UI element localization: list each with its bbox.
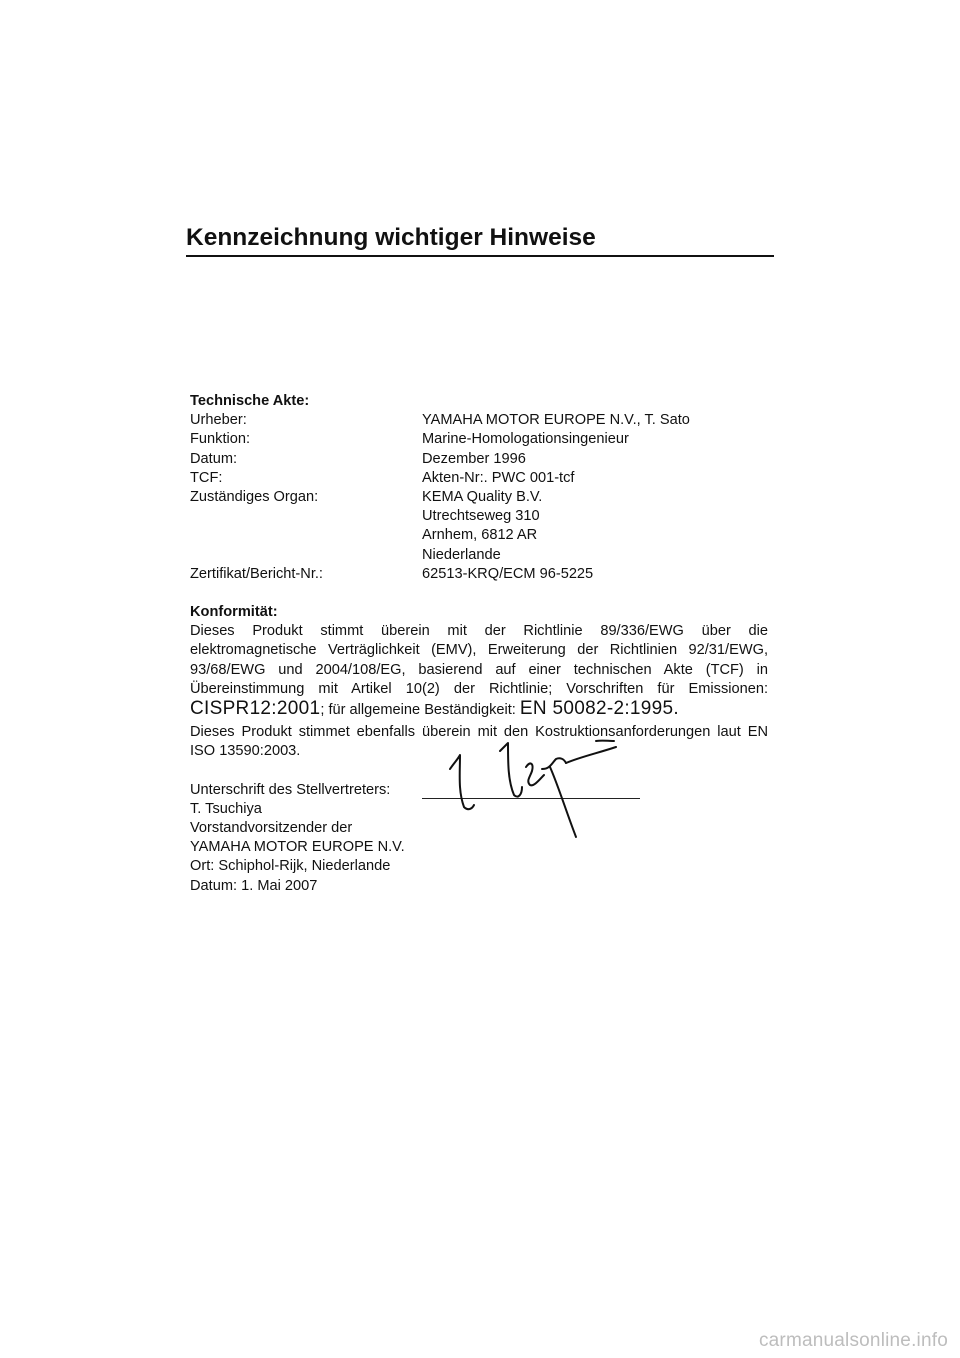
row-label: Datum:	[190, 450, 238, 467]
standard-cispr: CISPR12:2001	[190, 698, 321, 720]
row-label	[190, 507, 422, 526]
page-title: Kennzeichnung wichtiger Hinweise	[186, 224, 596, 251]
row-label: Zertifikat/Bericht-Nr.:	[190, 565, 323, 582]
row-value: 62513-KRQ/ECM 96-5225	[422, 565, 594, 582]
signature-date: Datum: 1. Mai 2007	[190, 877, 318, 894]
signature-row	[190, 781, 768, 800]
conformity-paragraph-2: Dieses Produkt stimmet ebenfalls überein mit den Kostruktionsanforderungen laut EN ISO 13590:2003.	[190, 724, 768, 760]
row-label	[190, 526, 422, 545]
conformity-text-b: ; für allgemeine Beständigkeit:	[320, 702, 520, 719]
row-value: Arnhem, 6812 AR	[422, 527, 538, 544]
row-value: YAMAHA MOTOR EUROPE N.V., T. Sato	[422, 412, 690, 429]
technical-file-row	[190, 488, 768, 507]
row-value: Utrechtseweg 310	[422, 508, 540, 525]
technical-file-row	[190, 526, 768, 545]
spacer	[190, 584, 768, 603]
row-value: Niederlande	[422, 546, 501, 563]
technical-file-row	[190, 450, 768, 469]
row-value: Akten-Nr:. PWC 001-tcf	[422, 469, 575, 486]
row-label	[190, 546, 422, 565]
watermark-link[interactable]: carmanualsonline.info	[758, 1330, 948, 1351]
technical-file-table	[190, 411, 768, 584]
row-value: KEMA Quality B.V.	[422, 489, 543, 506]
technical-file-row	[190, 546, 768, 565]
row-label: Funktion:	[190, 431, 251, 448]
signatory-position: Vorstandvorsitzender der	[190, 820, 353, 837]
signature-place: Ort: Schiphol-Rijk, Niederlande	[190, 858, 391, 875]
conformity-text-a: Dieses Produkt stimmt überein mit der Richtlinie 89/336/EWG über die elektromagnetische Verträglichkeit (EMV), Erweiterung der Richtlinien 92/31/EWG, 93/68/EWG und 2004/108/EG, basierend auf einer technischen Akte (TCF) in Übereinstimmung mit Artikel 10(2) der Richtlinie; Vorschriften für Emissionen:	[190, 623, 768, 697]
technical-file-row	[190, 411, 768, 430]
signature-block	[190, 781, 768, 896]
signatory-name: T. Tsuchiya	[190, 800, 262, 817]
document-content	[190, 392, 768, 896]
signatory-company: YAMAHA MOTOR EUROPE N.V.	[190, 839, 405, 856]
technical-file-heading: Technische Akte:	[190, 393, 310, 409]
standard-en: EN 50082-2:1995.	[519, 698, 679, 720]
technical-file-row	[190, 430, 768, 449]
row-value: Dezember 1996	[422, 450, 526, 467]
row-label: Zuständiges Organ:	[190, 489, 319, 506]
row-label: Urheber:	[190, 412, 247, 429]
technical-file-row	[190, 507, 768, 526]
row-value: Marine-Homologationsingenieur	[422, 431, 629, 448]
page-header	[186, 224, 774, 257]
conformity-heading: Konformität:	[190, 604, 278, 621]
conformity-paragraph	[190, 622, 768, 720]
technical-file-row	[190, 469, 768, 488]
signature-label: Unterschrift des Stellvertreters:	[190, 781, 391, 798]
handwritten-signature	[430, 729, 630, 839]
row-label: TCF:	[190, 469, 223, 486]
technical-file-row	[190, 565, 768, 584]
